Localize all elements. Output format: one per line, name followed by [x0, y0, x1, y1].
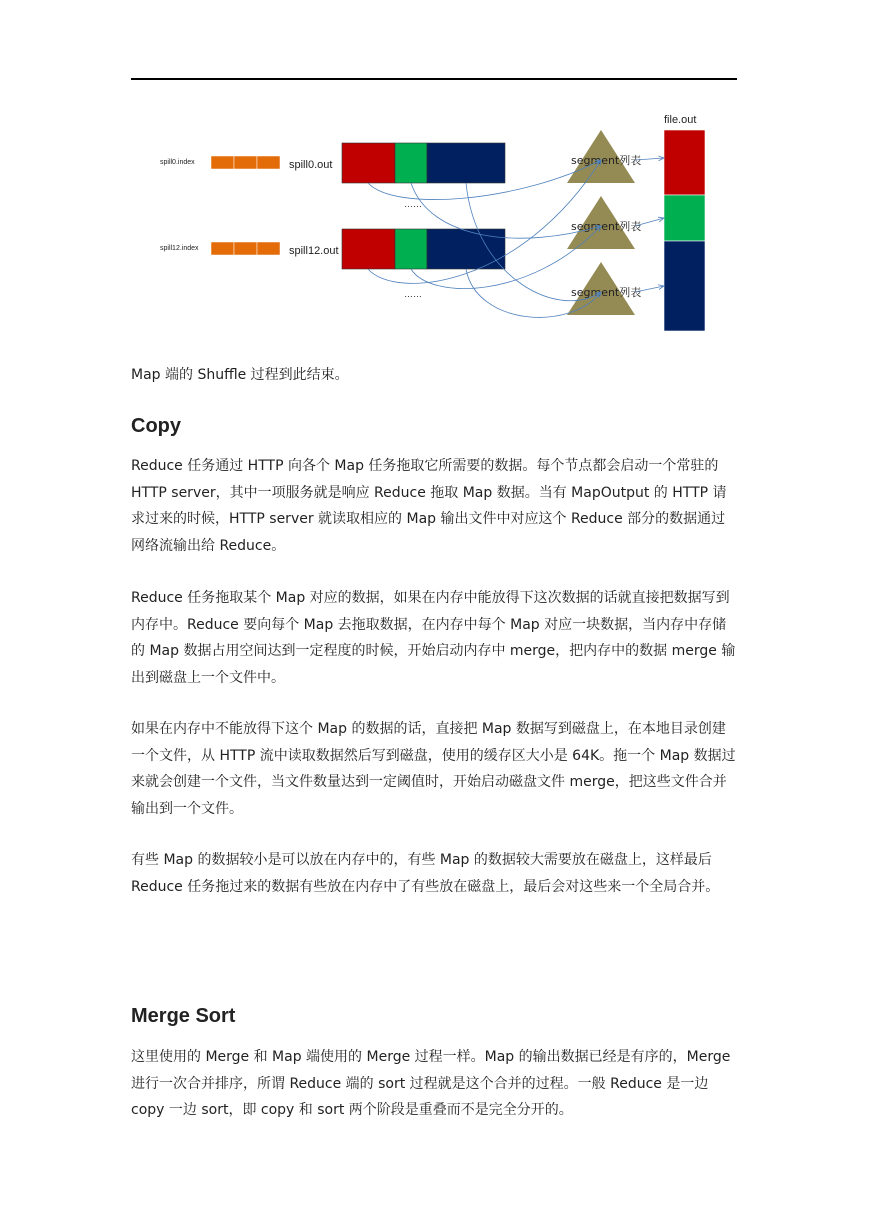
ellipsis-1: …… [404, 199, 422, 209]
merge-paragraph: 这里使用的 Merge 和 Map 端使用的 Merge 过程一样。Map 的输出数据已经是有序的，Merge 进行一次合并排序，所谓 Reduce 端的 sort 过程就是这个合并的过程。一般 Reduce 是一边 copy 一边 sort，即 copy 和 sort 两个阶段是重叠而不是完全分开的。 [131, 1049, 731, 1118]
copy-paragraph: Reduce 任务通过 HTTP 向各个 Map 任务拖取它所需要的数据。每个节点都会启动一个常驻的 HTTP server，其中一项服务就是响应 Reduce 拖取 Map 数据。当有 MapOutput 的 HTTP 请求过来的时候，HTTP server 就读取相应的 Map 输出文件中对应这个 Reduce 部分的数据通过网络流输出给 Reduce。 [131, 458, 727, 554]
segment-label-3: segment列表 [571, 286, 642, 299]
top-rule [131, 78, 737, 80]
spill0-out-bar [342, 143, 505, 183]
file-out-label: file.out [664, 114, 697, 126]
copy-paragraph: 如果在内存中不能放得下这个 Map 的数据的话，直接把 Map 数据写到磁盘上，在本地目录创建一个文件，从 HTTP 流中读取数据然后写到磁盘，使用的缓存区大小是 64K。拖一个 Map 数据过来就会创建一个文件，当文件数量达到一定阈值时，开始启动磁盘文件 merge，把这些文件合并输出到一个文件。 [131, 721, 736, 817]
copy-paragraph-1 [131, 453, 737, 559]
spill0-out-label: spill0.out [289, 159, 333, 171]
spill0-index-label: spill0.index [160, 159, 195, 166]
spill0-index-blocks [211, 156, 280, 169]
spill12-out-label: spill12.out [289, 245, 339, 257]
file-out-bar [664, 130, 705, 331]
segment-label-2: segment列表 [571, 220, 642, 233]
copy-paragraph-2 [131, 585, 737, 691]
intro-paragraph: Map 端的 Shuffle 过程到此结束。 [131, 367, 349, 383]
merge-sort-heading: Merge Sort [131, 1005, 236, 1027]
shuffle-diagram [0, 100, 869, 340]
spill12-index-blocks [211, 242, 280, 255]
copy-paragraph: Reduce 任务拖取某个 Map 对应的数据，如果在内存中能放得下这次数据的话就直接把数据写到内存中。Reduce 要向每个 Map 去拖取数据，在内存中每个 Map 对应一块数据，当内存中存储的 Map 数据占用空间达到一定程度的时候，开始启动内存中 merge，把内存中的数据 merge 输出到磁盘上一个文件中。 [131, 590, 736, 686]
copy-paragraph-4 [131, 847, 737, 900]
diagram-canvas [0, 100, 869, 340]
intro-text [131, 362, 737, 389]
copy-heading: Copy [131, 415, 181, 437]
copy-paragraph: 有些 Map 的数据较小是可以放在内存中的，有些 Map 的数据较大需要放在磁盘上，这样最后 Reduce 任务拖过来的数据有些放在内存中了有些放在磁盘上，最后会对这些来一个全局合并。 [131, 852, 720, 895]
spill12-index-label: spill12.index [160, 245, 199, 252]
segment-label-1: segment列表 [571, 154, 642, 167]
ellipsis-2: …… [404, 289, 422, 299]
copy-paragraph-3 [131, 716, 737, 822]
merge-paragraph-1 [131, 1044, 737, 1124]
